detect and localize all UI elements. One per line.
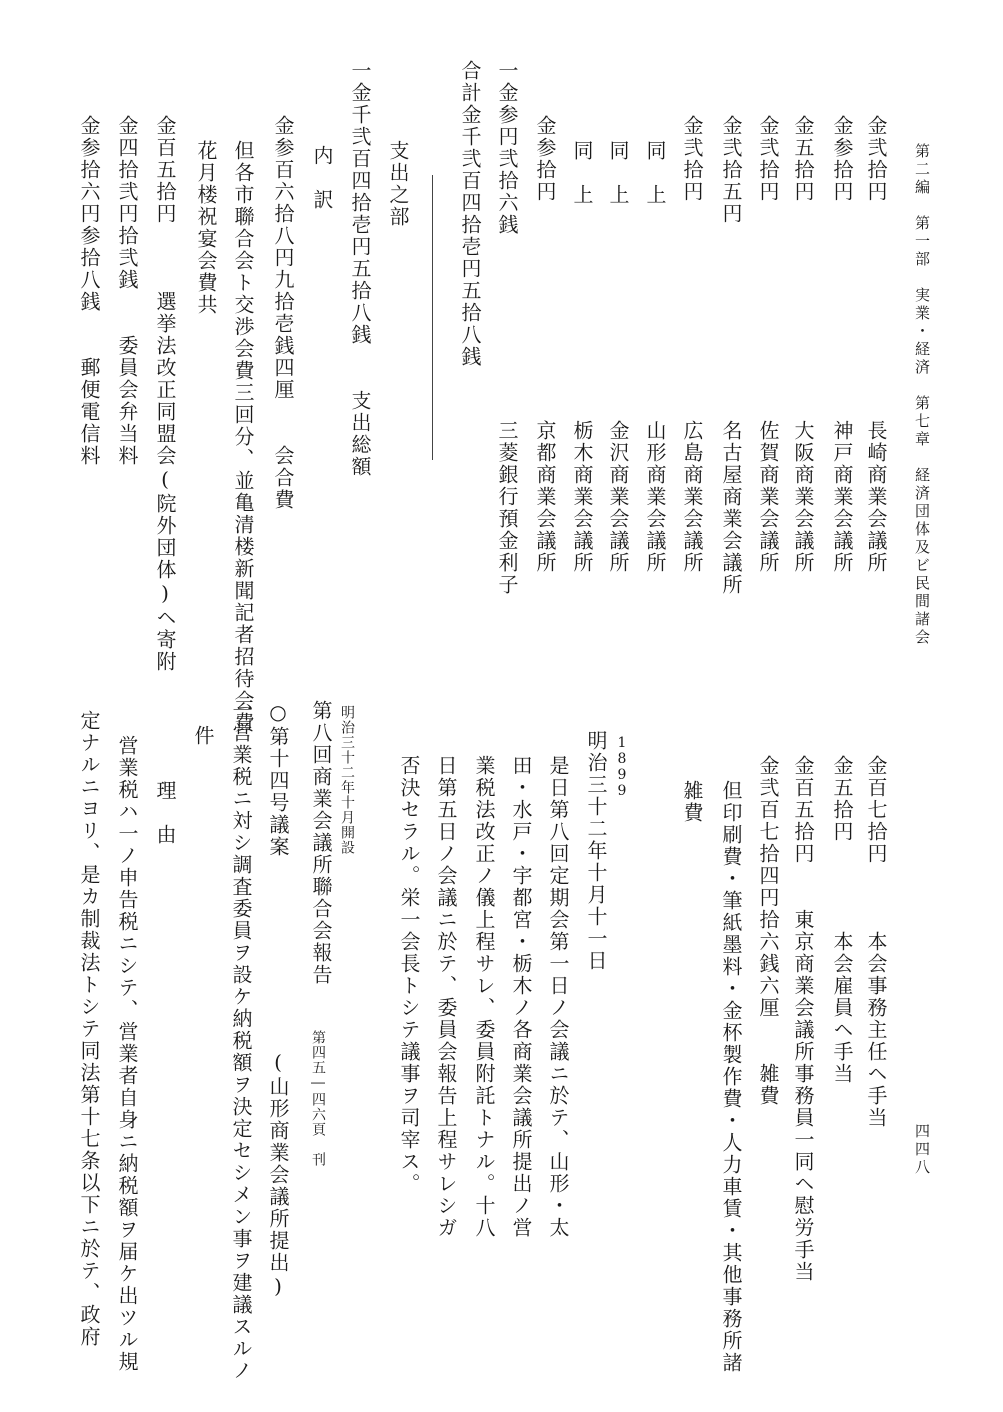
entry-body-line: 是日第八回定期会第一日ノ会議ニ於テ、山形・太 <box>546 755 570 1239</box>
receipt-source: 栃木商業会議所 <box>570 420 594 574</box>
expenditure-heading: 支出之部 <box>386 140 410 228</box>
page-number: 四四八 <box>913 1123 931 1177</box>
receipt-amount: 金弐拾円 <box>680 115 704 203</box>
receipt-amount: 一金参円弐拾六銭 <box>495 60 519 236</box>
report-pages: 第四五―四六頁 刊 <box>310 1030 326 1167</box>
entry-body-line: 田・水戸・宇都宮・栃木ノ各商業会議所提出ノ営 <box>509 755 533 1239</box>
expenditure-item: 花月楼祝宴会費共 <box>194 140 218 316</box>
expenditure-item: 金参百六拾八円九拾壱銭四厘 会合費 <box>271 115 295 511</box>
expenditure-item: 但各市聯合会ト交渉会費三回分、並亀清楼新聞記者招待会費 <box>231 140 255 734</box>
receipt-source: 金沢商業会議所 <box>606 420 630 574</box>
entry-body-line: 否決セラル。栄一会長トシテ議事ヲ司宰ス。 <box>397 755 421 1195</box>
expenditure-item: 金弐百七拾四円拾六銭六厘 雑費 <box>756 755 780 1107</box>
reason-line: 営業税ハ一ノ申告税ニシテ、営業者自身ニ納税額ヲ届ケ出ツル規 <box>115 735 139 1373</box>
expenditure-total: 一金千弐百四拾壱円五拾八銭 支出総額 <box>348 60 372 478</box>
receipt-amount: 金弐拾五円 <box>719 115 743 225</box>
bill-number: ○第十四号議案 <box>266 700 290 858</box>
receipt-source: 山形商業会議所 <box>643 420 667 574</box>
report-meta: 明治三十二年十月開設 <box>339 705 355 855</box>
receipt-amount: 金弐拾円 <box>864 115 888 203</box>
expenditure-item: 金四拾弐円拾弐銭 委員会弁当料 <box>115 115 139 467</box>
report-title: 第八回商業会議所聯合会報告 <box>309 700 333 986</box>
receipt-total: 合計金千弐百四拾壱円五拾八銭 <box>458 60 482 368</box>
section-divider <box>432 175 433 460</box>
receipt-source: 大阪商業会議所 <box>791 420 815 574</box>
receipt-amount: 金参拾円 <box>830 115 854 203</box>
receipt-source: 京都商業会議所 <box>533 420 557 574</box>
entry-date: 明治三十二年十月十一日 <box>584 730 608 972</box>
running-title: 第二編 第一部 実業・経済 第七章 経済団体及ビ民間諸会 <box>913 143 931 647</box>
receipt-amount: 金五拾円 <box>791 115 815 203</box>
expenditure-item: 金百七拾円 本会事務主任ヘ手当 <box>864 755 888 1129</box>
entry-year: 1899 <box>614 735 630 799</box>
expenditure-item: 金百五拾円 選挙法改正同盟会(院外団体)ヘ寄附 <box>153 115 177 673</box>
receipt-source: 佐賀商業会議所 <box>756 420 780 574</box>
receipt-source: 長崎商業会議所 <box>864 420 888 574</box>
entry-body-line: 業税法改正ノ儀上程サレ、委員附託トナル。十八 <box>472 755 496 1239</box>
bill-line: 一営業税ニ対シ調査委員ヲ設ケ納税額ヲ決定セシメン事ヲ建議スルノ <box>229 700 253 1382</box>
receipt-amount: 同 上 <box>643 140 667 206</box>
reason-line: 定ナルニヨリ、是カ制裁法トシテ同法第十七条以下ニ於テ、政府 <box>77 710 101 1348</box>
expenditure-item: 但印刷費・筆紙墨料・金杯製作費・人力車賃・其他事務所諸 <box>719 780 743 1374</box>
receipt-source: 神戸商業会議所 <box>830 420 854 574</box>
receipt-source: 名古屋商業会議所 <box>719 420 743 596</box>
bill-line: 件 <box>191 725 215 747</box>
report-submitter: (山形商業会議所提出) <box>266 1050 290 1300</box>
receipt-amount: 同 上 <box>570 140 594 206</box>
entry-body-line: 日第五日ノ会議ニ於テ、委員会報告上程サレシガ <box>434 755 458 1239</box>
expenditure-item: 金五拾円 本会雇員ヘ手当 <box>830 755 854 1085</box>
reason-label: 理 由 <box>153 780 177 846</box>
receipt-source: 広島商業会議所 <box>680 420 704 574</box>
receipt-amount: 同 上 <box>606 140 630 206</box>
expenditure-item: 雑費 <box>680 780 704 824</box>
expenditure-item: 金百五拾円 東京商業会議所事務員一同ヘ慰労手当 <box>791 755 815 1283</box>
expenditure-item: 金参拾六円参拾八銭 郵便電信料 <box>77 115 101 467</box>
receipt-amount: 金参拾円 <box>533 115 557 203</box>
breakdown-label: 内 訳 <box>310 145 334 211</box>
receipt-amount: 金弐拾円 <box>756 115 780 203</box>
receipt-source: 三菱銀行預金利子 <box>495 420 519 596</box>
